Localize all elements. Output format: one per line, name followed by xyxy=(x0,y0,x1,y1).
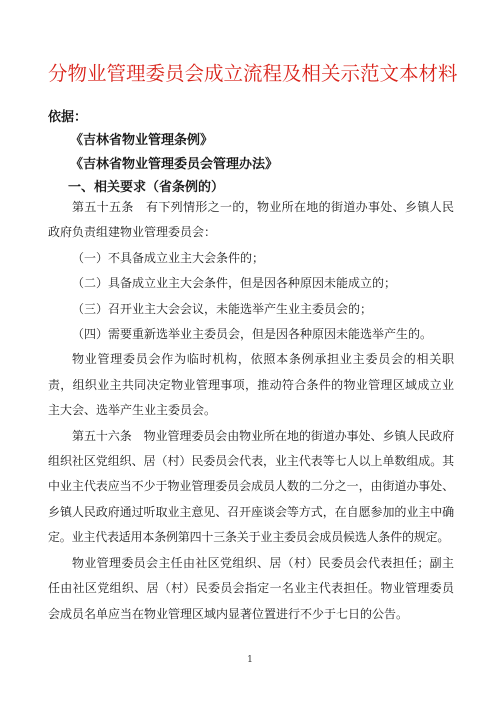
document-title: 分物业管理委员会成立流程及相关示范文本材料 xyxy=(48,62,458,85)
article-56-paragraph: 第五十六条 物业管理委员会由物业所在地的街道办事处、乡镇人民政府组织社区党组织、居（村）民委员会代表，业主代表等七人以上单数组成。其中业主代表应当不少于物业管理委员会成员人数的二分之一，由街道办事处、乡镇人民政府通过听取业主意见、召开座谈会等方式，在自愿参加的业主中确定。业主代表适用本条例第四十三条关于业主委员会成员候选人条件的规定。 xyxy=(48,428,454,545)
basis-label: 依据： xyxy=(48,110,88,125)
reference-measures: 《吉林省物业管理委员会管理办法》 xyxy=(70,157,279,172)
committee-leadership-paragraph: 物业管理委员会主任由社区党组织、居（村）民委员会代表担任；副主任由社区党组织、居（村）民委员会指定一名业主代表担任。物业管理委员会成员名单应当在物业管理区域内显著位置进行不少于七日的公告。 xyxy=(48,555,454,621)
article-55-item-3: （三）召开业主大会会议，未能选举产生业主委员会的； xyxy=(72,301,373,316)
temporary-body-paragraph: 物业管理委员会作为临时机构，依照本条例承担业主委员会的相关职责，组织业主共同决定物业管理事项，推动符合条件的物业管理区域成立业主大会、选举产生业主委员会。 xyxy=(48,352,454,418)
article-55-item-4: （四）需要重新选举业主委员会，但是因各种原因未能选举产生的。 xyxy=(72,327,433,342)
page-number: 1 xyxy=(247,655,253,665)
section-heading: 一、相关要求（省条例的） xyxy=(68,180,225,195)
document-body xyxy=(48,195,454,627)
article-55-item-2: （二）具备成立业主大会条件，但是因各种原因未能成立的； xyxy=(72,276,397,291)
reference-regulation: 《吉林省物业管理条例》 xyxy=(70,133,214,148)
article-55-item-1: （一）不具备成立业主大会条件的； xyxy=(72,250,265,265)
article-55-paragraph: 第五十五条 有下列情形之一的，物业所在地的街道办事处、乡镇人民政府负责组建物业管理委员会： xyxy=(48,200,454,240)
